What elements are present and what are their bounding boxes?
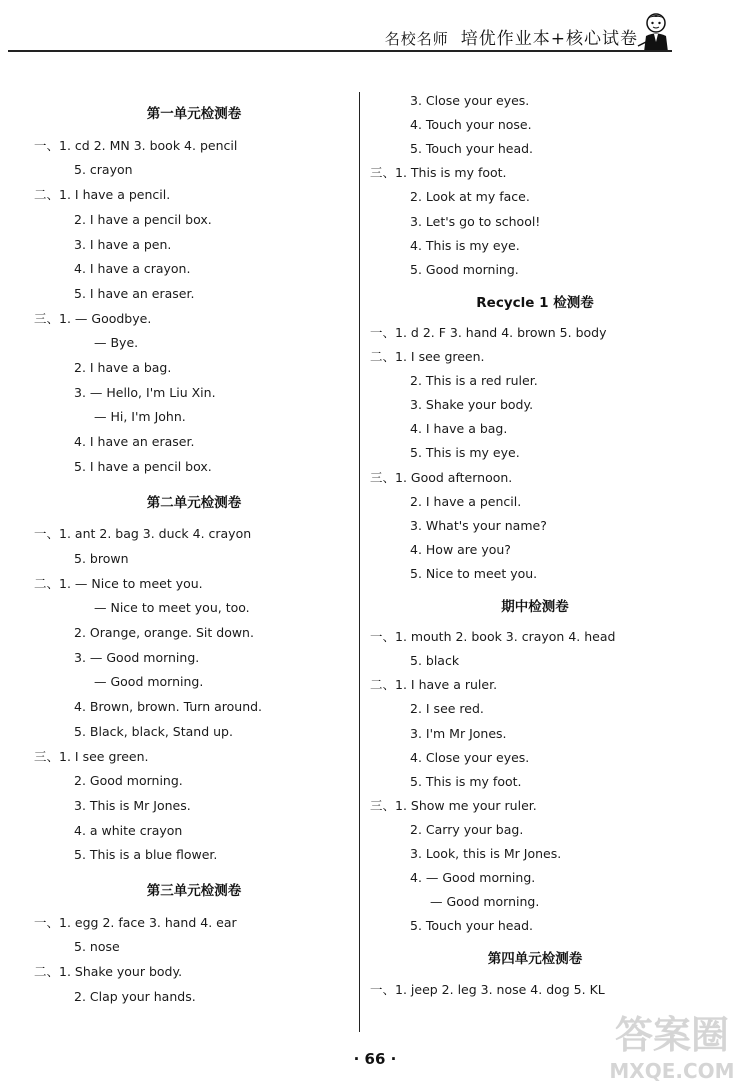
answer-text: 4. I have a bag. [410, 421, 508, 437]
answer-line [410, 494, 521, 510]
answer-text: 2. Clap your hands. [74, 988, 196, 1004]
header-title [385, 24, 638, 49]
answer-text: 1. — Goodbye. [59, 310, 152, 326]
answer-text: 2. Good morning. [74, 773, 183, 789]
answer-text: — Nice to meet you, too. [94, 600, 250, 616]
answer-line [370, 798, 537, 814]
answer-line [410, 262, 519, 278]
answer-text: 4. a white crayon [74, 822, 183, 838]
answer-line [74, 823, 182, 839]
answer-line [74, 459, 212, 475]
answer-text: 1. I have a ruler. [395, 677, 498, 693]
answer-line [94, 600, 250, 616]
answer-line [410, 518, 547, 534]
section-mark: 一、 [370, 324, 396, 340]
answer-line [94, 674, 203, 690]
header-main-title: 培优作业本+核心试卷 [460, 29, 638, 49]
answer-text: 4. I have an eraser. [74, 434, 195, 450]
answer-line [34, 311, 151, 327]
answer-text: 5. I have a pencil box. [74, 458, 212, 474]
answer-text: 1. d 2. F 3. hand 4. brown 5. body [395, 324, 607, 340]
answer-line [410, 726, 507, 742]
section-mark: 三、 [370, 469, 396, 485]
section-mark: 一、 [370, 981, 396, 997]
answer-text: 3. — Hello, I'm Liu Xin. [74, 384, 216, 400]
section-title: 第四单元检测卷 [487, 951, 583, 968]
answer-text: 5. crayon [74, 162, 133, 178]
answer-line [370, 677, 497, 693]
answer-text: 4. How are you? [410, 541, 511, 557]
section-mark: 二、 [370, 677, 396, 693]
answer-line [74, 237, 171, 253]
answer-line [410, 846, 561, 862]
answer-line [74, 212, 212, 228]
answer-text: 1. cd 2. MN 3. book 4. pencil [59, 137, 238, 153]
answer-text: 1. Shake your body. [59, 964, 183, 980]
answer-text: 5. Touch your head. [410, 141, 534, 157]
section-title: 第三单元检测卷 [146, 883, 242, 899]
section-mark: 一、 [34, 137, 60, 153]
answer-line [370, 349, 485, 365]
section-mark: 一、 [34, 914, 60, 930]
answer-line [74, 434, 194, 450]
answer-line [94, 335, 138, 351]
mascot-icon [636, 10, 676, 54]
watermark-text-bottom: MXQE.COM [609, 1059, 735, 1083]
answer-text: 3. Close your eyes. [410, 93, 530, 108]
answer-text: 1. I have a pencil. [59, 187, 171, 203]
watermark-logo [602, 1002, 742, 1084]
answer-line [410, 653, 459, 669]
answer-line [74, 798, 191, 814]
answer-line [74, 939, 120, 955]
header-subtitle: 名校名师 [384, 30, 449, 48]
answer-text: 5. Touch your head. [410, 918, 534, 934]
answer-line [430, 894, 539, 910]
answer-text: 2. I have a pencil box. [74, 211, 212, 227]
answer-line [410, 214, 540, 230]
answer-text: 3. This is Mr Jones. [74, 797, 191, 813]
answer-line [370, 325, 606, 341]
answer-text: 5. nose [74, 939, 120, 955]
answer-line [34, 576, 203, 592]
answer-text: 5. Black, black, Stand up. [74, 723, 233, 739]
answer-line [370, 629, 615, 645]
section-mark: 二、 [34, 964, 60, 980]
section-title: Recycle 1 检测卷 [476, 294, 594, 311]
answer-text: 5. This is my foot. [410, 773, 522, 789]
answer-text: 5. black [410, 653, 460, 669]
section-mark: 一、 [370, 629, 396, 645]
answer-text: 5. brown [74, 550, 129, 566]
answer-line [74, 551, 129, 567]
answer-line [34, 187, 170, 203]
answer-line [410, 701, 484, 717]
answer-line [410, 421, 507, 437]
answer-text: 3. — Good morning. [74, 649, 200, 665]
answer-line [34, 964, 182, 980]
answer-text: 4. — Good morning. [410, 870, 536, 886]
answer-line [410, 117, 532, 133]
answer-text: 1. I see green. [395, 349, 485, 364]
answer-text: 4. I have a crayon. [74, 261, 191, 277]
answer-line [34, 749, 149, 765]
answer-text: 3. Let's go to school! [410, 213, 541, 229]
page-number: · 66 · [353, 1050, 397, 1068]
answer-text: 1. I see green. [59, 748, 149, 764]
answer-line [410, 566, 537, 582]
answer-text: 1. Show me your ruler. [395, 797, 537, 813]
answer-line [74, 261, 190, 277]
answer-line [74, 625, 254, 641]
answer-text: 1. egg 2. face 3. hand 4. ear [59, 914, 237, 930]
answer-text: 1. — Nice to meet you. [59, 575, 203, 591]
answer-text: — Bye. [94, 335, 139, 351]
answer-line [410, 93, 529, 109]
answer-text: 4. Close your eyes. [410, 749, 530, 765]
answer-text: 2. This is a red ruler. [410, 373, 538, 389]
section-mark: 三、 [34, 748, 60, 764]
answer-line [94, 409, 186, 425]
watermark-text-top: 答案圈 [614, 1013, 730, 1057]
answer-text: — Hi, I'm John. [94, 409, 186, 425]
answer-line [410, 822, 523, 838]
answer-text: 4. Brown, brown. Turn around. [74, 699, 263, 715]
answer-text: 1. jeep 2. leg 3. nose 4. dog 5. KL [395, 981, 605, 997]
answer-line [410, 189, 530, 205]
section-title: 第二单元检测卷 [146, 494, 242, 511]
answer-text: 3. Look, this is Mr Jones. [410, 846, 562, 861]
section-mark: 二、 [370, 349, 396, 364]
answer-text: 5. This is my eye. [410, 445, 520, 461]
answer-line [410, 373, 538, 389]
answer-text: 2. I see red. [410, 701, 484, 717]
section-mark: 二、 [34, 187, 60, 203]
answer-line [74, 989, 196, 1005]
answer-line [410, 750, 529, 766]
answer-line [410, 542, 511, 558]
section-mark: 三、 [370, 797, 396, 813]
answer-line [34, 138, 237, 154]
answer-text: 2. Look at my face. [410, 189, 530, 205]
answer-line [370, 982, 605, 998]
answer-text: 3. I have a pen. [74, 236, 172, 252]
answer-line [74, 650, 199, 666]
answer-line [74, 162, 133, 178]
answer-text: 3. I'm Mr Jones. [410, 725, 507, 741]
section-mark: 二、 [34, 575, 60, 591]
answer-text: — Good morning. [94, 674, 204, 690]
answer-line [410, 870, 535, 886]
answer-text: — Good morning. [430, 894, 540, 910]
answer-text: 5. This is a blue flower. [74, 847, 218, 863]
answer-text: 2. Orange, orange. Sit down. [74, 625, 254, 640]
answer-line [410, 238, 520, 254]
answer-line [74, 773, 183, 789]
column-divider [359, 92, 360, 1032]
answer-text: 2. Carry your bag. [410, 821, 524, 837]
section-mark: 一、 [34, 526, 60, 542]
answer-text: 2. I have a bag. [74, 360, 172, 375]
answer-line [74, 699, 262, 715]
answer-text: 5. I have an eraser. [74, 285, 195, 301]
section-title: 期中检测卷 [501, 599, 569, 615]
answer-text: 3. Shake your body. [410, 397, 534, 413]
answer-line [410, 397, 533, 413]
answer-line [74, 847, 217, 863]
answer-line [410, 445, 520, 461]
answer-text: 4. Touch your nose. [410, 117, 532, 133]
answer-line [370, 470, 512, 486]
answer-text: 5. Nice to meet you. [410, 565, 538, 581]
answer-line [74, 724, 233, 740]
answer-text: 1. Good afternoon. [395, 469, 513, 485]
answer-text: 5. Good morning. [410, 261, 519, 277]
answer-line [410, 141, 533, 157]
answer-line [410, 774, 522, 790]
answer-text: 1. ant 2. bag 3. duck 4. crayon [59, 526, 252, 542]
answer-line [34, 526, 251, 542]
answer-text: 1. mouth 2. book 3. crayon 4. head [395, 629, 616, 645]
section-mark: 三、 [34, 310, 60, 326]
section-mark: 三、 [370, 165, 396, 181]
answer-text: 4. This is my eye. [410, 237, 520, 253]
answer-text: 2. I have a pencil. [410, 493, 522, 509]
answer-text: 3. What's your name? [410, 517, 547, 533]
section-title: 第一单元检测卷 [146, 106, 242, 122]
answer-line [74, 360, 171, 376]
answer-line [370, 165, 507, 181]
answer-line [410, 918, 533, 934]
header-rule [8, 50, 672, 52]
answer-line [74, 286, 194, 302]
answer-line [74, 385, 216, 401]
answer-line [34, 915, 237, 931]
page-header [0, 0, 750, 56]
answer-text: 1. This is my foot. [395, 165, 507, 181]
